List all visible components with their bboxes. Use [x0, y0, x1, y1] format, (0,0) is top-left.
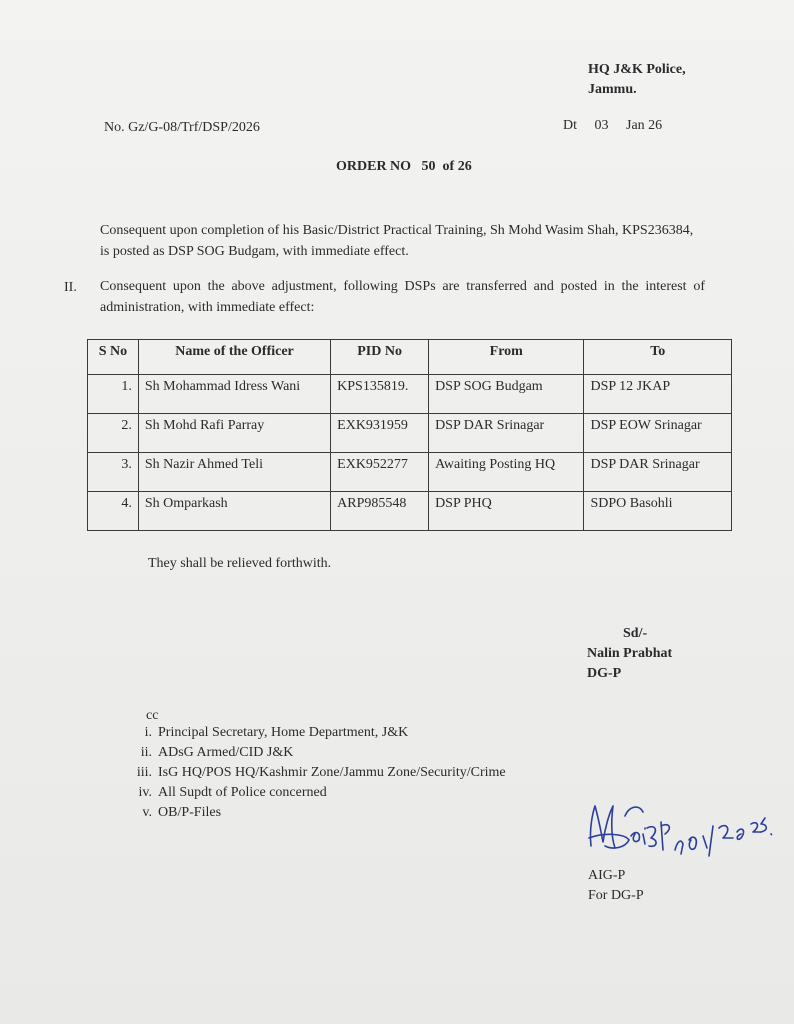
relieve-note: They shall be relieved forthwith. [148, 556, 332, 571]
cell-pid: EXK952277 [331, 453, 429, 492]
signatory-designation: DG-P [587, 666, 622, 681]
cell-pid: ARP985548 [331, 492, 429, 531]
table-row [88, 492, 732, 531]
cell-name: Sh Omparkash [138, 492, 330, 531]
office-line-1: HQ J&K Police, [588, 62, 686, 77]
col-from-header: From [429, 340, 584, 375]
cell-from: Awaiting Posting HQ [429, 453, 584, 492]
signatory-block [587, 624, 672, 684]
cell-sno: 4. [88, 492, 139, 531]
office-header [588, 60, 686, 100]
cell-from: DSP SOG Budgam [429, 375, 584, 414]
cc-item-text: Principal Secretary, Home Department, J&K [158, 725, 409, 740]
list-item [120, 763, 506, 783]
date-day: 03 [594, 118, 609, 133]
cell-from: DSP PHQ [429, 492, 584, 531]
cell-name: Sh Mohd Rafi Parray [138, 414, 330, 453]
signatory-name: Nalin Prabhat [587, 646, 673, 661]
cc-item-text: ADsG Armed/CID J&K [158, 745, 294, 760]
cc-list [120, 723, 506, 823]
date-prefix: Dt [563, 118, 577, 133]
cell-to: SDPO Basohli [584, 492, 732, 531]
cell-sno: 2. [88, 414, 139, 453]
cc-item-number: iv. [138, 785, 152, 800]
cc-item-text: IsG HQ/POS HQ/Kashmir Zone/Jammu Zone/Security/Crime [158, 765, 506, 780]
col-to-header: To [584, 340, 732, 375]
cell-to: DSP DAR Srinagar [584, 453, 732, 492]
cc-item-number: iii. [136, 765, 152, 780]
office-line-2: Jammu. [588, 82, 637, 97]
cell-pid: EXK931959 [331, 414, 429, 453]
order-title: ORDER NO 50 of 26 [336, 159, 472, 174]
list-item [120, 803, 506, 823]
cell-sno: 3. [88, 453, 139, 492]
cell-pid: KPS135819. [331, 375, 429, 414]
table-header-row [88, 340, 732, 375]
countersign-title: AIG-P [588, 868, 626, 883]
paragraph-2-numeral: II. [64, 280, 77, 295]
paragraph-1: Consequent upon completion of his Basic/District Practical Training, Sh Mohd Wasim Shah, KPS236384, is posted as DSP SOG Budgam, with immediate effect. [100, 223, 694, 259]
col-name-header: Name of the Officer [138, 340, 330, 375]
cc-item-number: v. [142, 805, 152, 820]
transfer-table [87, 339, 732, 531]
sd-mark: Sd/- [623, 626, 648, 641]
table-row [88, 414, 732, 453]
col-sno-header: S No [88, 340, 139, 375]
cell-name: Sh Mohammad Idress Wani [138, 375, 330, 414]
cc-item-text: All Supdt of Police concerned [158, 785, 327, 800]
table-row [88, 375, 732, 414]
cell-to: DSP EOW Srinagar [584, 414, 732, 453]
cell-to: DSP 12 JKAP [584, 375, 732, 414]
cc-item-text: OB/P-Files [158, 805, 222, 820]
countersign-for: For DG-P [588, 888, 644, 903]
handwritten-signature [585, 798, 775, 870]
cc-item-number: ii. [140, 745, 152, 760]
list-item [120, 743, 506, 763]
cc-item-number: i. [144, 725, 152, 740]
reference-number: No. Gz/G-08/Trf/DSP/2026 [104, 120, 260, 135]
table-row [88, 453, 732, 492]
cell-name: Sh Nazir Ahmed Teli [138, 453, 330, 492]
cell-from: DSP DAR Srinagar [429, 414, 584, 453]
countersign-block [588, 866, 644, 906]
cc-label: cc [146, 708, 159, 723]
date-month-year: Jan 26 [626, 118, 663, 133]
col-pid-header: PID No [331, 340, 429, 375]
paragraph-2: Consequent upon the above adjustment, following DSPs are transferred and posted in the interest of administration, with immediate effect: [100, 279, 705, 315]
cell-sno: 1. [88, 375, 139, 414]
order-date [563, 118, 676, 134]
list-item [120, 783, 506, 803]
list-item [120, 723, 506, 743]
